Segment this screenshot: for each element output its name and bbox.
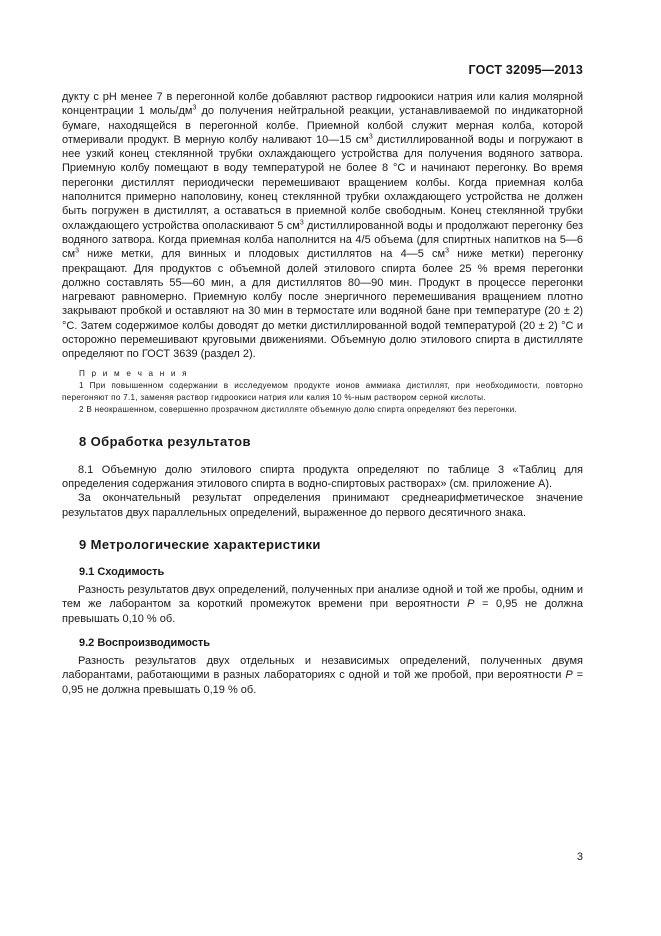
section-9-2-title: 9.2 Воспроизводимость xyxy=(79,636,211,649)
note-2: 2 В неокрашенном, совершенно прозрачном дистилляте объемную долю спирта определяют без перегонки. xyxy=(79,405,517,415)
document-page xyxy=(62,0,583,936)
section-8-title: 8 Обработка результатов xyxy=(79,433,251,449)
notes-heading: П р и м е ч а н и я xyxy=(79,368,189,378)
standard-number: ГОСТ 32095—2013 xyxy=(468,63,583,77)
section-9-1-title: 9.1 Сходимость xyxy=(79,566,165,579)
section-9-2-text: Разность результатов двух отдельных и независимых определений, полученных двумя лаборантами, работающими в разных лабораториях с одной и той же пробой, при вероятности P = 0,95 не должна превышать 0,19 % об. xyxy=(62,654,584,696)
section-8-result-text: За окончательный результат определения принимают среднеарифметическое значение результатов двух параллельных определений, выраженное до первого десятичного знака. xyxy=(62,492,583,519)
document-body xyxy=(62,90,583,697)
section-9-1-text: Разность результатов двух определений, полученных при анализе одной и той же пробы, одним и тем же лаборантом за короткий промежуток времени при вероятности P = 0,95 не должна превышать 0,10 % об. xyxy=(62,584,584,625)
section-9-title: 9 Метрологические характеристики xyxy=(79,537,321,553)
page-number: 3 xyxy=(576,851,583,863)
note-1: 1 При повышенном содержании в исследуемом продукте ионов аммиака дистиллят, при необходимости, повторно перегоняют по 7.1, заменяя раствор гидроокиси натрия или калия 10 %-ным раствором серной кислоты. xyxy=(62,380,583,403)
section-8-1-text: 8.1 Объемную долю этилового спирта продукта определяют по таблице 3 «Таблиц для определения содержания этилового спирта в водно-спиртовых растворах» (см. приложение А). xyxy=(62,463,583,491)
paragraph-distillation: дукту с pH менее 7 в перегонной колбе добавляют раствор гидроокиси натрия или калия молярной концентрации 1 моль/$дм^3$ до получения нейтральной реакции, устанавливаемой по индикаторной бумаге, находящейся в перегонной колбе. Приемной колбой служит мерная колба, которой отмеривали продукт. В мерную колбу наливают 10—15 $см^3$ дистиллированной воды и погружают в нее узкий конец стеклянной трубки охлаждающего устройства для получения водяного затвора. Приемную колбу помещают в воду температурой не более 8 °С и начинают перегонку. Во время перегонки дистиллят периодически перемешивают вращением колбы. Когда приемная колба наполнится примерно наполовину, конец стеклянной трубки охлаждающего устройства не должен быть погружен в дистиллят, а оставаться в приемной колбе свободным. Конец стеклянной трубки охлаждающего устройства ополаскивают 5 $см^3$ дистиллированной воды и продолжают перегонку без водяного затвора. Когда приемная колба наполнится на 4/5 объема (для спиртных напитков на 5—6 $см^3$ ниже метки, для винных и плодовых дистиллятов на 4—5 $см^3$ ниже метки) перегонку прекращают. Для продуктов с объемной долей этилового спирта более 25 % время перегонки должно составлять 55—60 мин, а для дистиллятов 80—90 мин. Продукт в процессе перегонки нагревают равномерно. Приемную колбу после энергичного перемешивания вращением плотно закрывают пробкой и оставляют на 30 мин в термостате или водяной бане при температуре (20 ± 2) °С. Затем содержимое колбы доводят до метки дистиллированной водой температурой (20 ± 2) °С и осторожно перемешивают круговыми движениями. Объемную долю этилового спирта в дистилляте определяют по ГОСТ 3639 (раздел 2). xyxy=(62,91,584,361)
